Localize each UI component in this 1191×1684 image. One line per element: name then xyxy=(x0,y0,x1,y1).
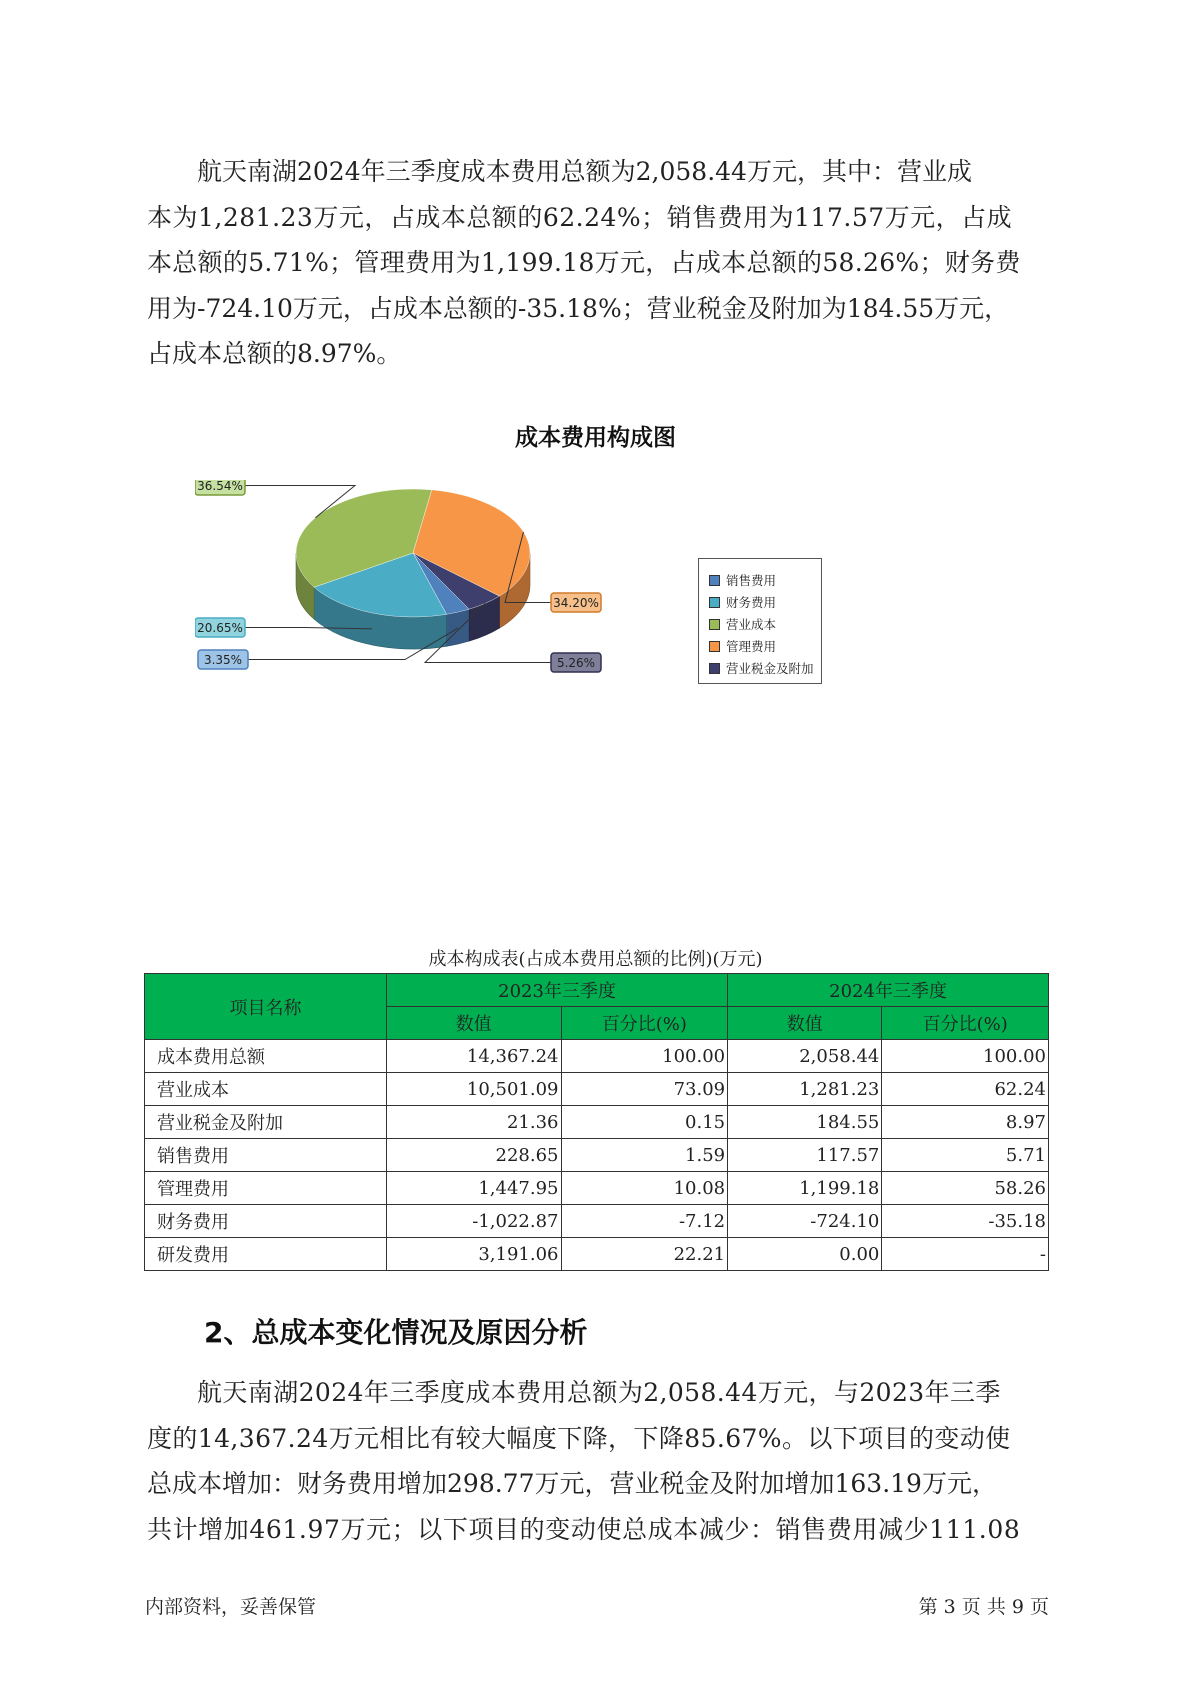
legend-item xyxy=(699,591,821,613)
cell-v2024: 0.00 xyxy=(728,1238,882,1271)
cell-v2024: 2,058.44 xyxy=(728,1040,882,1073)
data-label: 5.26% xyxy=(556,656,596,670)
legend-item xyxy=(699,657,821,679)
cell-v2024: 1,281.23 xyxy=(728,1073,882,1106)
cell-p2024: -35.18 xyxy=(882,1205,1049,1238)
cell-p2023: 0.15 xyxy=(561,1106,728,1139)
data-label: 34.20% xyxy=(553,596,599,610)
cell-p2023: 100.00 xyxy=(561,1040,728,1073)
header-pct-2023: 百分比(%) xyxy=(561,1007,728,1040)
paragraph-line: 占成本总额的8.97%。 xyxy=(147,339,402,368)
paragraph-line: 度的14,367.24万元相比有较大幅度下降，下降85.67%。以下项目的变动使 xyxy=(147,1423,1011,1453)
cell-p2024: 8.97 xyxy=(882,1106,1049,1139)
legend-swatch xyxy=(709,641,720,652)
legend-swatch xyxy=(709,663,720,674)
legend-label: 营业成本 xyxy=(726,617,777,632)
cell-p2024: 62.24 xyxy=(882,1073,1049,1106)
legend-swatch xyxy=(709,597,720,608)
chart-title: 成本费用构成图 xyxy=(515,425,676,451)
data-label: 20.65% xyxy=(197,621,243,635)
section-heading: 2、总成本变化情况及原因分析 xyxy=(204,1316,588,1349)
cell-p2023: 10.08 xyxy=(561,1172,728,1205)
table-row xyxy=(145,1040,1049,1073)
table-row xyxy=(145,1073,1049,1106)
paragraph-line: 航天南湖2024年三季度成本费用总额为2,058.44万元，与2023年三季 xyxy=(197,1378,1001,1407)
paragraph-line: 共计增加461.97万元；以下项目的变动使总成本减少：销售费用减少111.08 xyxy=(147,1514,1021,1544)
legend-swatch xyxy=(709,619,720,630)
cell-p2024: 100.00 xyxy=(882,1040,1049,1073)
cell-v2023: 3,191.06 xyxy=(387,1238,562,1271)
footer-page-number: 第 3 页 共 9 页 xyxy=(918,1596,1049,1618)
cell-v2024: 1,199.18 xyxy=(728,1172,882,1205)
paragraph-line: 总成本增加：财务费用增加298.77万元，营业税金及附加增加163.19万元， xyxy=(147,1469,997,1498)
row-label: 营业成本 xyxy=(145,1073,387,1106)
cell-p2024: 5.71 xyxy=(882,1139,1049,1172)
cell-p2024: - xyxy=(882,1238,1049,1271)
table-row xyxy=(145,1106,1049,1139)
cell-p2024: 58.26 xyxy=(882,1172,1049,1205)
cell-v2023: 10,501.09 xyxy=(387,1073,562,1106)
cell-v2024: 184.55 xyxy=(728,1106,882,1139)
row-label: 营业税金及附加 xyxy=(145,1106,387,1139)
cell-p2023: -7.12 xyxy=(561,1205,728,1238)
table-caption: 成本构成表(占成本费用总额的比例)(万元) xyxy=(428,949,763,970)
paragraph-line: 本为1,281.23万元，占成本总额的62.24%；销售费用为117.57万元，占成 xyxy=(147,202,1013,232)
footer-confidential: 内部资料，妥善保管 xyxy=(145,1596,317,1618)
table-row xyxy=(145,1238,1049,1271)
cell-v2023: -1,022.87 xyxy=(387,1205,562,1238)
legend-label: 管理费用 xyxy=(726,639,777,654)
chart-legend xyxy=(698,558,822,684)
row-label: 销售费用 xyxy=(145,1139,387,1172)
cell-v2023: 21.36 xyxy=(387,1106,562,1139)
table-row xyxy=(145,1205,1049,1238)
row-label: 管理费用 xyxy=(145,1172,387,1205)
header-period-2023: 2023年三季度 xyxy=(387,974,728,1007)
cell-p2023: 1.59 xyxy=(561,1139,728,1172)
data-label: 36.54% xyxy=(197,480,243,493)
cell-p2023: 73.09 xyxy=(561,1073,728,1106)
legend-label: 销售费用 xyxy=(726,573,777,588)
paragraph-line: 航天南湖2024年三季度成本费用总额为2,058.44万元，其中：营业成 xyxy=(197,157,972,186)
summary-paragraph xyxy=(147,149,1052,377)
row-label: 财务费用 xyxy=(145,1205,387,1238)
row-label: 成本费用总额 xyxy=(145,1040,387,1073)
legend-item xyxy=(699,613,821,635)
cell-v2024: 117.57 xyxy=(728,1139,882,1172)
cell-v2023: 14,367.24 xyxy=(387,1040,562,1073)
cell-v2024: -724.10 xyxy=(728,1205,882,1238)
paragraph-line: 用为-724.10万元，占成本总额的-35.18%；营业税金及附加为184.55万元， xyxy=(147,293,1010,323)
header-item-name: 项目名称 xyxy=(145,974,387,1040)
legend-swatch xyxy=(709,575,720,586)
header-value-2024: 数值 xyxy=(728,1007,882,1040)
pie-chart xyxy=(195,480,665,730)
table-row xyxy=(145,1172,1049,1205)
row-label: 研发费用 xyxy=(145,1238,387,1271)
analysis-paragraph xyxy=(147,1370,1052,1552)
header-period-2024: 2024年三季度 xyxy=(728,974,1049,1007)
legend-label: 营业税金及附加 xyxy=(726,661,814,676)
legend-item xyxy=(699,635,821,657)
cell-v2023: 228.65 xyxy=(387,1139,562,1172)
data-label: 3.35% xyxy=(203,653,243,667)
table-row xyxy=(145,1139,1049,1172)
header-pct-2024: 百分比(%) xyxy=(882,1007,1049,1040)
paragraph-line: 本总额的5.71%；管理费用为1,199.18万元，占成本总额的58.26%；财务费 xyxy=(147,248,1021,277)
header-value-2023: 数值 xyxy=(387,1007,562,1040)
cost-structure-table xyxy=(144,973,1049,1271)
cell-v2023: 1,447.95 xyxy=(387,1172,562,1205)
legend-label: 财务费用 xyxy=(726,595,777,610)
cell-p2023: 22.21 xyxy=(561,1238,728,1271)
legend-item xyxy=(699,569,821,591)
